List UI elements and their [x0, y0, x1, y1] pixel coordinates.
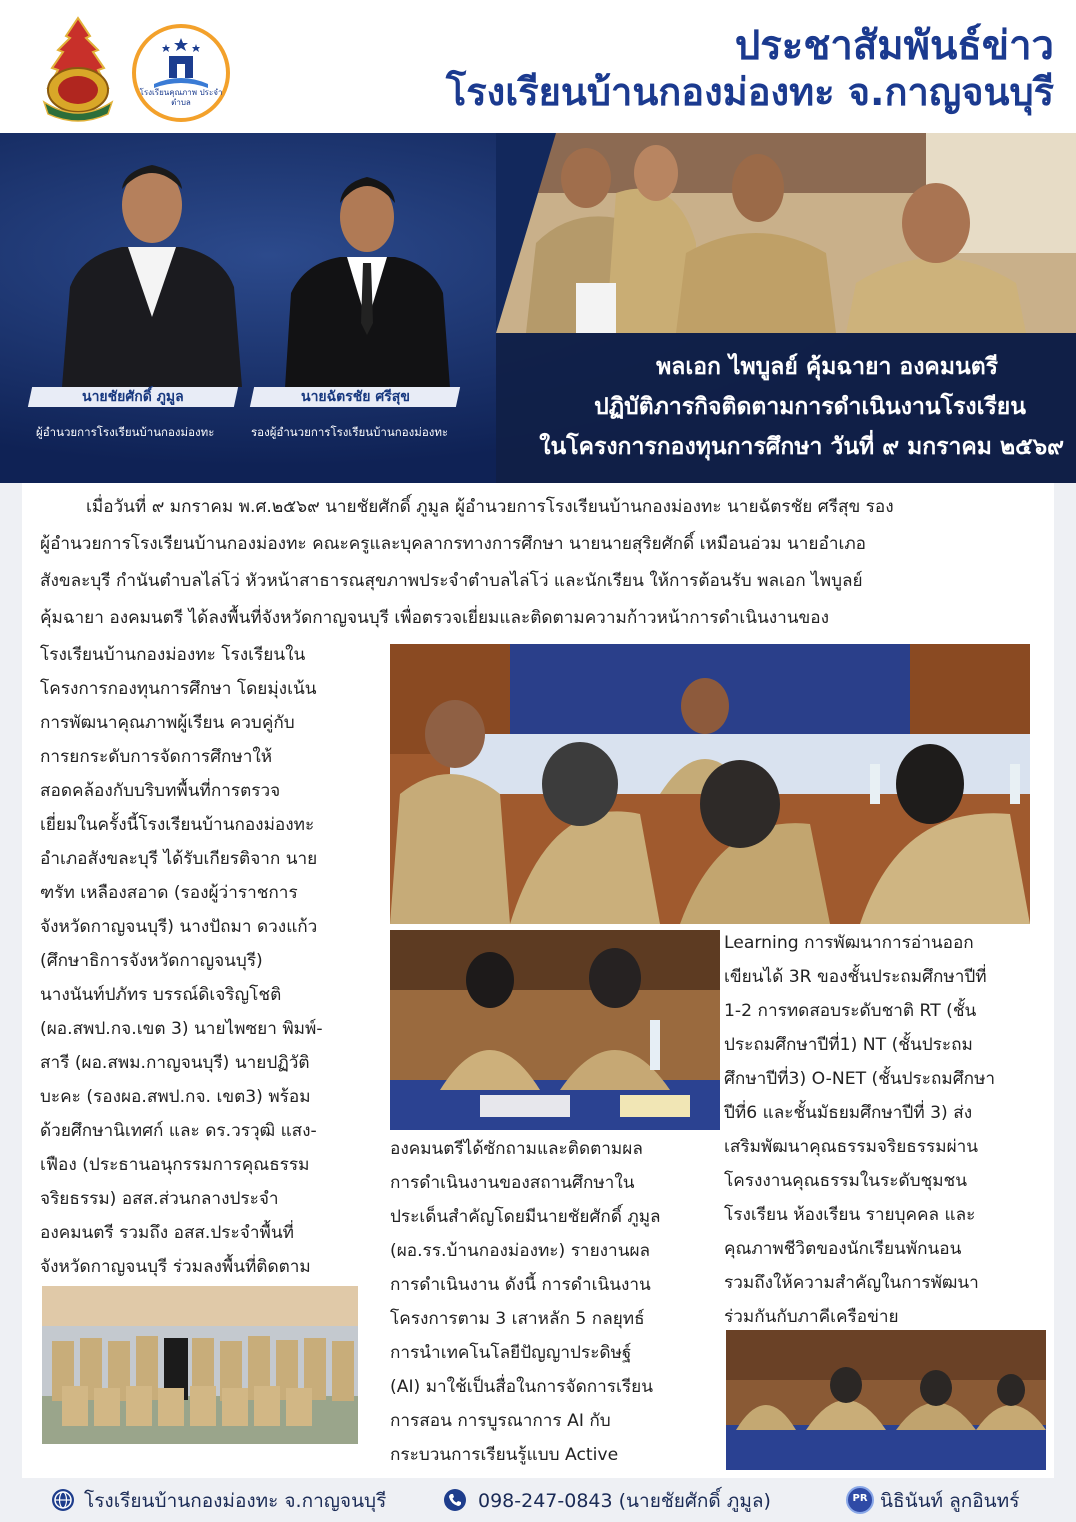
caption-line-3: ในโครงการกองทุนการศึกษา วันที่ ๙ มกราคม ๒๕๖๙	[539, 434, 1064, 460]
intro-line-4: คุ้มฉายา องคมนตรี ได้ลงพื้นที่จังหวัดกาญจนบุรี เพื่อตรวจเยี่ยมและติดตามความก้าวหน้าการดำเนินงานของ	[40, 608, 829, 628]
deputy-role: รองผู้อำนวยการโรงเรียนบ้านกองม่องทะ	[251, 425, 449, 439]
footer	[0, 1478, 1076, 1522]
right-col-line: 1-2 การทดสอบระดับชาติ RT (ชั้น	[724, 1001, 977, 1021]
left-col-line: ด้วยศึกษานิเทศก์ และ ดร.วรวุฒิ แสง-	[40, 1121, 317, 1141]
intro-line-3: สังขละบุรี กำนันตำบลไล่โว่ หัวหน้าสาธารณสุขภาพประจำตำบลไล่โว่ และนักเรียน ให้การต้อนรับ พลเอก ไพบูลย์	[40, 571, 863, 591]
director-nameplate	[28, 387, 238, 407]
right-column	[724, 926, 995, 1334]
meeting-photo-main	[390, 644, 1030, 924]
left-col-line: เฟือง (ประธานอนุกรรมการคุณธรรม	[40, 1155, 310, 1175]
right-col-line: ศึกษาปีที่3) O-NET (ชั้นประถมศึกษา	[724, 1069, 996, 1089]
director-name: นายชัยศักดิ์ ภูมูล	[82, 389, 184, 405]
article-body	[22, 483, 1054, 1478]
mid-col-line: การสอน การบูรณาการ AI กับ	[390, 1411, 611, 1431]
right-col-line: ปีที่6 และชั้นมัธยมศึกษาปีที่ 3) ส่ง	[724, 1103, 973, 1123]
left-col-line: จริยธรรม) อสส.ส่วนกลางประจำ	[40, 1189, 279, 1209]
left-col-line: การยกระดับการจัดการศึกษาให้	[40, 747, 273, 767]
director-portrait	[62, 147, 242, 387]
left-col-line: จังหวัดกาญจนบุรี ร่วมลงพื้นที่ติดตาม	[40, 1257, 311, 1277]
group-photo	[42, 1286, 358, 1444]
page-title	[446, 22, 1054, 114]
middle-column	[390, 1132, 661, 1472]
left-col-line: เยี่ยมในครั้งนี้โรงเรียนบ้านกองม่องทะ	[40, 815, 315, 835]
left-col-line: บะคะ (รองผอ.สพป.กจ. เขต3) พร้อม	[40, 1087, 311, 1107]
left-col-line: นางนันท์ปภัทร บรรณ์ดิเจริญโชติ	[40, 985, 282, 1005]
title-line-2: โรงเรียนบ้านกองม่องทะ จ.กาญจนบุรี	[445, 70, 1054, 114]
globe-icon	[52, 1489, 74, 1511]
right-col-line: ร่วมกันกับภาคีเครือข่าย	[724, 1307, 899, 1327]
mid-col-line: องคมนตรีได้ซักถามและติดตามผล	[390, 1139, 643, 1159]
left-col-line: การพัฒนาคุณภาพผู้เรียน ควบคู่กับ	[40, 713, 295, 733]
caption-line-1: พลเอก ไพบูลย์ คุ้มฉายา องคมนตรี	[656, 354, 998, 380]
left-column	[40, 638, 323, 1284]
banner	[0, 133, 1076, 483]
right-col-line: โรงเรียน ห้องเรียน รายบุคคล และ	[724, 1205, 976, 1225]
mid-col-line: โครงการตาม 3 เสาหลัก 5 กลยุทธ์	[390, 1309, 645, 1329]
right-col-line: Learning การพัฒนาการอ่านออก	[724, 933, 974, 953]
mid-col-line: (ผอ.รร.บ้านกองม่องทะ) รายงานผล	[390, 1241, 651, 1261]
banner-photo-officials	[496, 133, 1076, 333]
right-col-line: โครงงานคุณธรรมในระดับชุมชน	[724, 1171, 967, 1191]
ministry-emblem-logo	[38, 16, 118, 126]
right-col-line: คุณภาพชีวิตของนักเรียนพักนอน	[724, 1239, 962, 1259]
title-line-1: ประชาสัมพันธ์ข่าว	[734, 23, 1054, 69]
deputy-name: นายฉัตรชัย ศรีสุข	[300, 389, 410, 405]
pr-badge-icon	[846, 1486, 874, 1514]
left-col-line: (ศึกษาธิการจังหวัดกาญจนบุรี)	[40, 951, 263, 971]
footer-phone: 098-247-0843 (นายชัยศักดิ์ ภูมูล)	[478, 1490, 771, 1512]
pr-label: PR	[852, 1493, 868, 1504]
right-col-line: เขียนได้ 3R ของชั้นประถมศึกษาปีที่	[724, 967, 987, 987]
header	[0, 0, 1076, 133]
logo-caption: โรงเรียนคุณภาพ ประจำตำบล	[139, 88, 223, 107]
right-col-line: เสริมพัฒนาคุณธรรมจริยธรรมผ่าน	[724, 1137, 979, 1157]
mid-col-line: การนำเทคโนโลยีปัญญาประดิษฐ์	[390, 1343, 632, 1363]
caption-line-2: ปฏิบัติภารกิจติดตามการดำเนินงานโรงเรียน	[594, 394, 1026, 420]
mid-col-line: การดำเนินงาน ดังนี้ การดำเนินงาน	[390, 1275, 651, 1295]
meeting-photo-teachers	[390, 930, 720, 1130]
right-col-line: รวมถึงให้ความสำคัญในการพัฒนา	[724, 1273, 979, 1293]
director-role: ผู้อำนวยการโรงเรียนบ้านกองม่องทะ	[36, 425, 215, 439]
left-col-line: สารี (ผอ.สพม.กาญจนบุรี) นายปฏิวัติ	[40, 1053, 310, 1073]
footer-author: นิธินันท์ ลูกอินทร์	[880, 1490, 1020, 1512]
meeting-photo-small	[726, 1330, 1046, 1470]
intro-line-2: ผู้อำนวยการโรงเรียนบ้านกองม่องทะ คณะครูและบุคลากรทางการศึกษา นายนายสุริยศักดิ์ เหมือนอ่วม นายอำเภอ	[40, 534, 867, 554]
left-col-line: โครงการกองทุนการศึกษา โดยมุ่งเน้น	[40, 679, 317, 699]
footer-school-name: โรงเรียนบ้านกองม่องทะ จ.กาญจนบุรี	[84, 1490, 387, 1512]
left-col-line: โรงเรียนบ้านกองม่องทะ โรงเรียนใน	[40, 645, 306, 665]
mid-col-line: กระบวนการเรียนรู้แบบ Active	[390, 1445, 619, 1465]
right-col-line: ประถมศึกษาปีที่1) NT (ชั้นประถม	[724, 1035, 973, 1055]
deputy-director-portrait	[285, 163, 450, 388]
quality-school-logo	[132, 24, 230, 122]
left-col-line: สอดคล้องกับบริบทพื้นที่การตรวจ	[40, 781, 281, 801]
phone-icon	[444, 1489, 466, 1511]
left-col-line: ฑรัท เหลืองสอาด (รองผู้ว่าราชการ	[40, 883, 298, 903]
left-col-line: จังหวัดกาญจนบุรี) นางปัถมา ดวงแก้ว	[40, 917, 318, 937]
deputy-nameplate	[250, 387, 460, 407]
mid-col-line: ประเด็นสำคัญโดยมีนายชัยศักดิ์ ภูมูล	[390, 1207, 661, 1227]
left-col-line: (ผอ.สพป.กจ.เขต 3) นายไพซยา พิมพ์-	[40, 1019, 323, 1039]
mid-col-line: (AI) มาใช้เป็นสื่อในการจัดการเรียน	[390, 1377, 653, 1397]
mid-col-line: การดำเนินงานของสถานศึกษาใน	[390, 1173, 635, 1193]
intro-line-1: เมื่อวันที่ ๙ มกราคม พ.ศ.๒๕๖๙ นายชัยศักดิ์ ภูมูล ผู้อำนวยการโรงเรียนบ้านกองม่องทะ นายฉัตรชัย ศรีสุข รอง	[86, 497, 894, 517]
banner-caption	[496, 333, 1076, 483]
left-col-line: องคมนตรี รวมถึง อสส.ประจำพื้นที่	[40, 1223, 294, 1243]
left-col-line: อำเภอสังขละบุรี ได้รับเกียรติจาก นาย	[40, 849, 318, 869]
